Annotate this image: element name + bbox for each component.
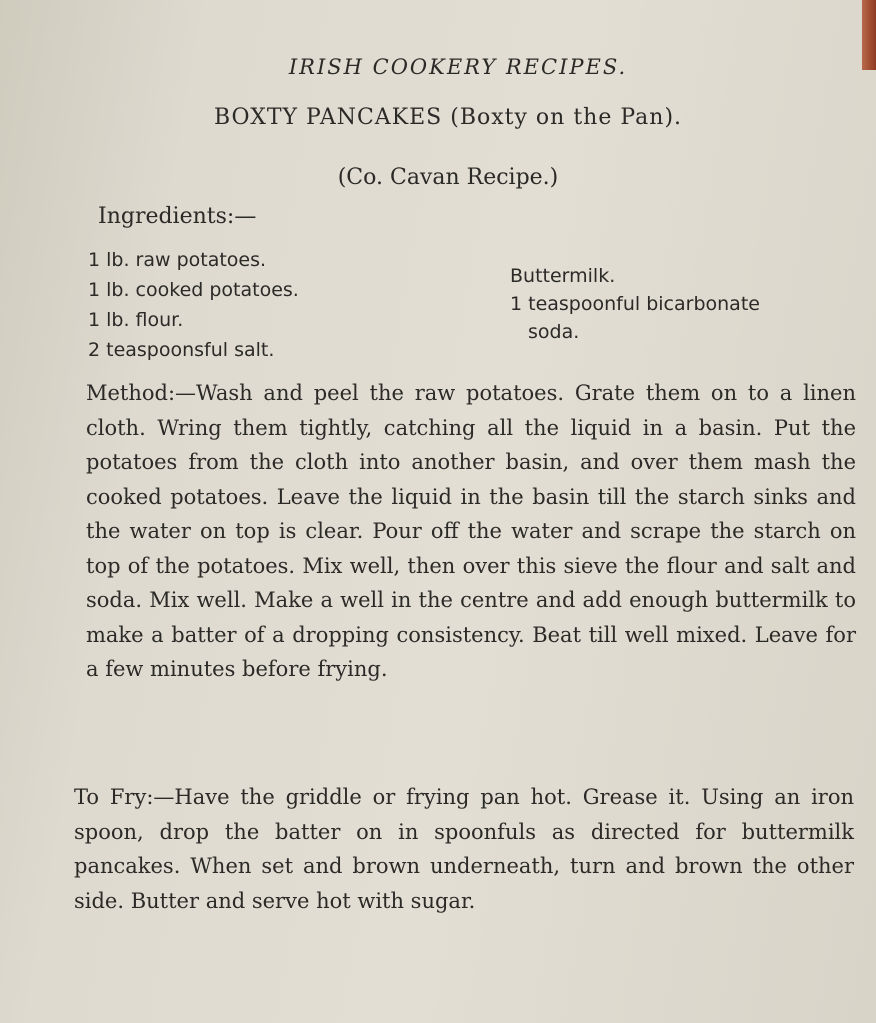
ingredient-item: 2 teaspoonsful salt. xyxy=(88,339,275,361)
ingredients-list-left xyxy=(88,245,299,365)
to-fry-paragraph: To Fry:—Have the griddle or frying pan hot. Grease it. Using an iron spoon, drop the batter on in spoonfuls as directed for buttermilk pancakes. When set and brown underneath, turn and brown the other side. Butter and serve hot with sugar. xyxy=(74,785,854,913)
recipe-title: BOXTY PANCAKES (Boxty on the Pan). xyxy=(213,105,683,130)
recipe-subtitle: (Co. Cavan Recipe.) xyxy=(337,165,559,190)
ingredients-heading: Ingredients:— xyxy=(98,204,257,229)
running-head: IRISH COOKERY RECIPES. xyxy=(288,55,628,79)
ingredient-item: 1 lb. cooked potatoes. xyxy=(88,279,299,301)
ingredient-item-continued: soda. xyxy=(528,321,580,343)
method-paragraph: Method:—Wash and peel the raw potatoes. Grate them on to a linen cloth. Wring them tightly, catching all the liquid in a basin. Put the potatoes from the cloth into another basin, and over them mash the cooked potatoes. Leave the liquid in the basin till the starch sinks and the water on top is clear. Pour off the water and scrape the starch on top of the potatoes. Mix well, then over this sieve the flour and salt and soda. Mix well. Make a well in the centre and add enough buttermilk to make a batter of a dropping consistency. Beat till well mixed. Leave for a few minutes before frying. xyxy=(86,381,856,681)
ingredient-item: 1 lb. raw potatoes. xyxy=(88,249,267,271)
ingredient-item: Buttermilk. xyxy=(510,265,616,287)
ingredient-item: 1 teaspoonful bicarbonate xyxy=(510,293,760,315)
ingredient-item: 1 lb. flour. xyxy=(88,309,184,331)
ingredients-list-right xyxy=(510,262,820,346)
